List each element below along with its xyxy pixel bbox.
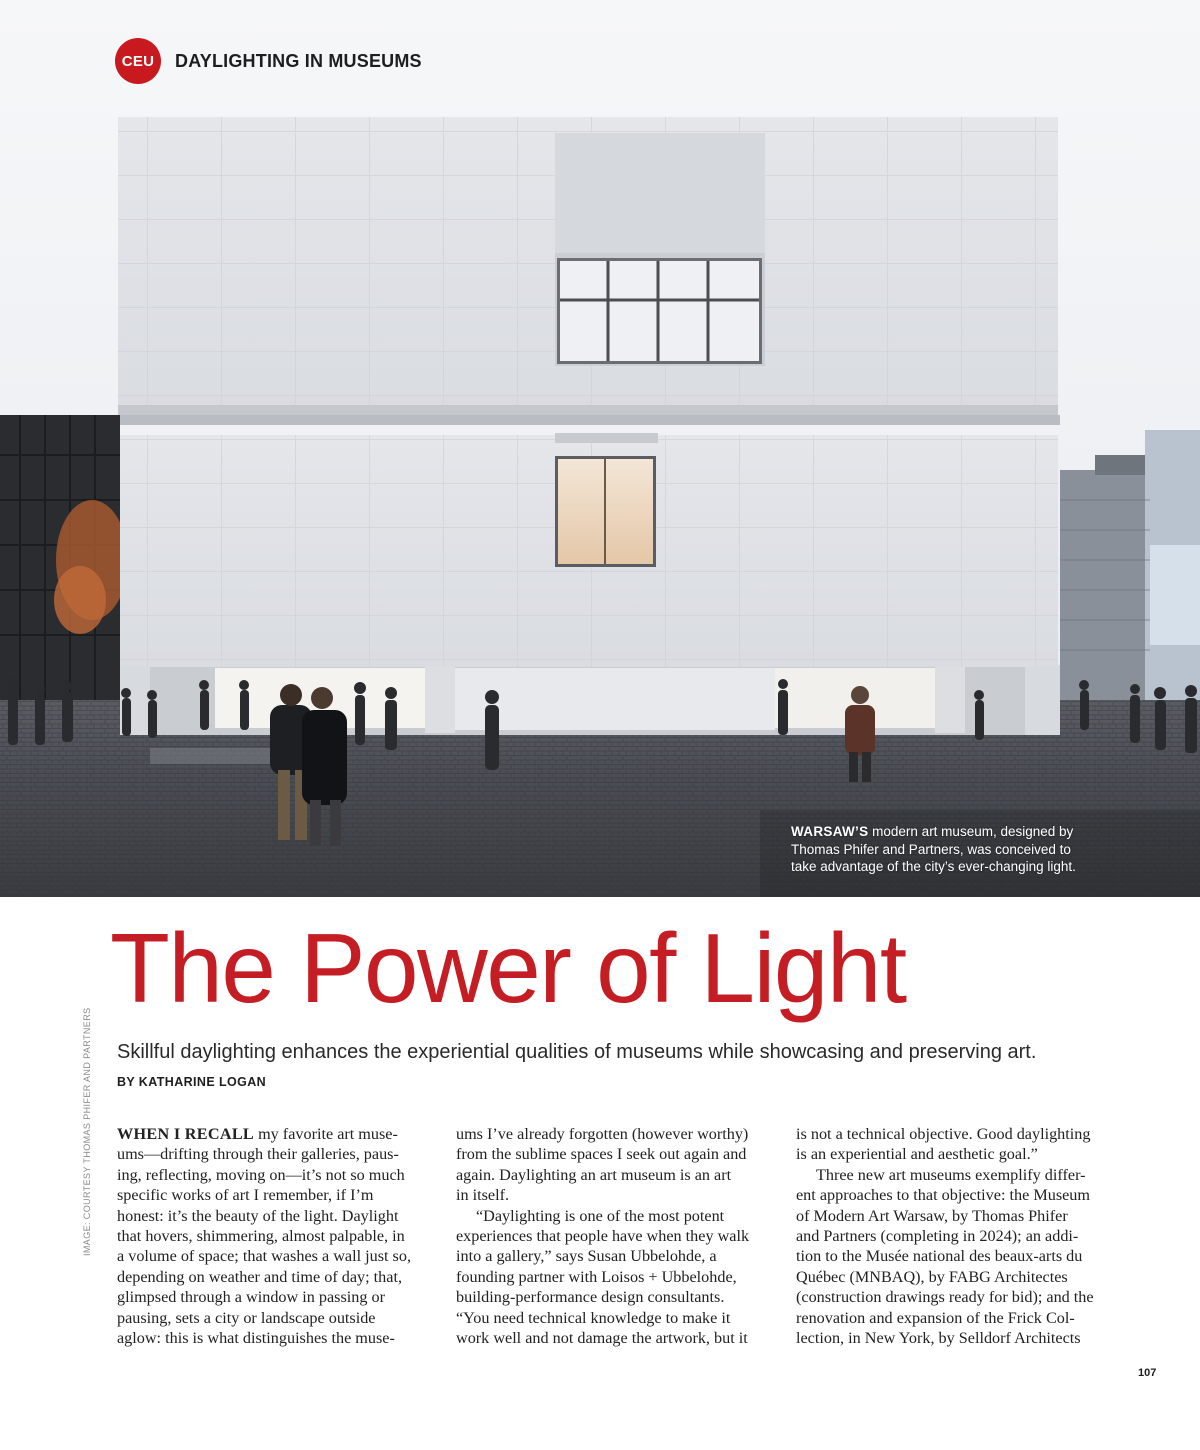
image-credit: IMAGE: COURTESY THOMAS PHIFER AND PARTNERS (82, 1007, 92, 1256)
body-line: work well and not damage the artwork, but it (456, 1329, 748, 1348)
body-column-1 (117, 1124, 422, 1348)
body-line: honest: it’s the beauty of the light. Daylight (117, 1206, 399, 1225)
byline: BY KATHARINE LOGAN (117, 1075, 267, 1089)
body-line: experiences that people have when they walk (456, 1227, 750, 1246)
body-line: “You need technical knowledge to make it (456, 1308, 731, 1327)
body-line: depending on weather and time of day; that, (117, 1267, 402, 1286)
hero-caption (791, 823, 1121, 876)
caption-text-1: modern art museum, designed by (868, 824, 1074, 839)
caption-text-2: Thomas Phifer and Partners, was conceived to (791, 841, 1071, 857)
section-title: DAYLIGHTING IN MUSEUMS (175, 50, 422, 71)
body-line: pausing, sets a city or landscape outside (117, 1308, 376, 1327)
body-line: in itself. (456, 1186, 510, 1205)
body-line: from the sublime spaces I seek out again and (456, 1145, 747, 1164)
article-title: The Power of Light (110, 913, 906, 1023)
body-line: ent approaches to that objective: the Museum (796, 1186, 1090, 1205)
body-line: lection, in New York, by Selldorf Architects (796, 1329, 1081, 1348)
body-line: into a gallery,” says Susan Ubbelohde, a (456, 1247, 717, 1266)
body-line: again. Daylighting an art museum is an art (456, 1165, 732, 1184)
body-line: founding partner with Loisos + Ubbelohde, (456, 1267, 737, 1286)
body-line: ums I’ve already forgotten (however worthy) (456, 1125, 749, 1143)
body-line: a volume of space; that washes a wall just so, (117, 1247, 411, 1266)
body-line: renovation and expansion of the Frick Col- (796, 1308, 1075, 1327)
body-column-3 (796, 1124, 1101, 1348)
article-dek: Skillful daylighting enhances the experiential qualities of museums while showcasing and preserving art. (117, 1041, 1037, 1063)
body-line: that hovers, shimmering, almost palpable, in (117, 1227, 405, 1246)
body-line: tion to the Musée national des beaux-arts du (796, 1247, 1083, 1266)
caption-text-3: take advantage of the city’s ever-changing light. (791, 859, 1076, 874)
section-header (115, 38, 422, 84)
body-line: specific works of art I remember, if I’m (117, 1186, 374, 1205)
body-column-2 (456, 1124, 761, 1348)
body-line: glimpsed through a window in passing or (117, 1288, 385, 1307)
body-line: (construction drawings ready for bid); and the (796, 1288, 1094, 1307)
body-line: WHEN I RECALL my favorite art muse- (117, 1125, 398, 1143)
lead-in: WHEN I RECALL (117, 1125, 255, 1143)
caption-lead: WARSAW’S (791, 824, 869, 839)
body-line: “Daylighting is one of the most potent (476, 1206, 725, 1225)
body-line: aglow: this is what distinguishes the muse- (117, 1329, 395, 1348)
ceu-badge: CEU (115, 38, 161, 84)
body-line: of Modern Art Warsaw, by Thomas Phifer (796, 1206, 1068, 1225)
body-line: Three new art museums exemplify differ- (816, 1165, 1086, 1184)
body-line: building-performance design consultants. (456, 1288, 725, 1307)
body-line: is an experiential and aesthetic goal.” (796, 1145, 1038, 1164)
body-line: ums—drifting through their galleries, paus- (117, 1145, 399, 1164)
body-line: Québec (MNBAQ), by FABG Architectes (796, 1267, 1068, 1286)
body-line: and Partners (completing in 2024); an addi- (796, 1227, 1079, 1246)
body-line: is not a technical objective. Good daylighting (796, 1125, 1091, 1143)
body-line: ing, reflecting, moving on—it’s not so much (117, 1165, 405, 1184)
page-number: 107 (1138, 1367, 1157, 1379)
